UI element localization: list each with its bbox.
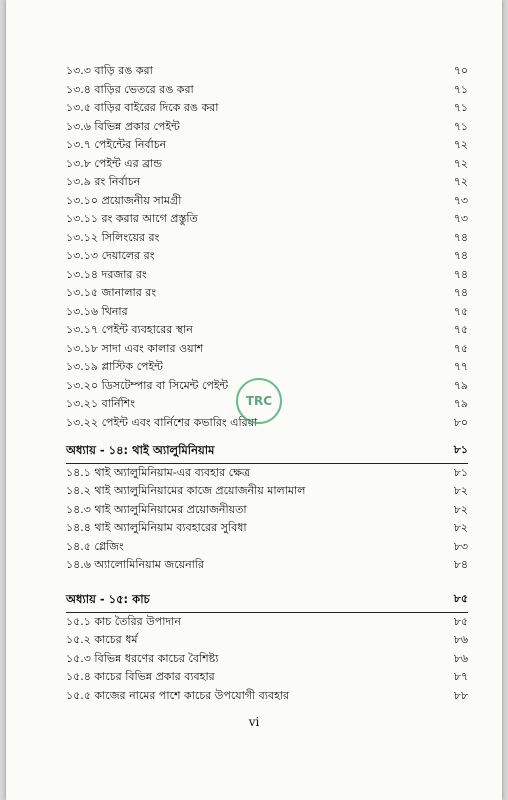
chapter-heading — [66, 590, 468, 609]
toc-entry-label: ১৩.১৭ পেইন্ট ব্যবহারের স্থান — [66, 323, 193, 336]
toc-entry-label: ১৩.৫ বাড়ির বাইরের দিকে রঙ করা — [66, 101, 219, 114]
toc-entry-page: ৮৬ — [453, 633, 468, 646]
toc-entry — [66, 99, 468, 118]
toc-entry-label: ১৩.৪ বাড়ির ভেতরে রঙ করা — [66, 82, 194, 96]
toc-entry-page: ৮৪ — [453, 558, 468, 571]
toc-entry — [66, 229, 468, 248]
toc-entry — [66, 81, 468, 100]
toc-entry-page: ৮২ — [453, 484, 468, 497]
toc-entry — [66, 266, 468, 285]
toc-entry-label: ১৫.৪ কাচের বিভিন্ন প্রকার ব্যবহার — [66, 670, 215, 683]
chapter-page: ৮৫ — [453, 592, 468, 605]
toc-entry-page: ৮৩ — [453, 539, 468, 553]
toc-entry-label: ১৩.৬ বিভিন্ন প্রকার পেইন্ট — [66, 119, 180, 133]
toc-entry-label: ১৩.২১ বার্নিশিং — [66, 397, 135, 410]
toc-section-14 — [66, 441, 468, 575]
toc-entry-page: ৭৯ — [453, 378, 468, 392]
toc-entry — [66, 303, 468, 322]
toc-entry-page: ৭১ — [453, 119, 468, 133]
toc-entry-page: ৮৬ — [453, 651, 468, 665]
toc-entry — [66, 62, 468, 81]
toc-entry-label: ১৪.৬ অ্যালোমিনিয়াম জয়েনারি — [66, 558, 205, 571]
toc-entry-page: ৭৪ — [453, 286, 468, 299]
toc-entry-label: ১৪.২ থাই অ্যালুমিনিয়ামের কাজে প্রয়োজনীয় মালামাল — [66, 484, 306, 497]
chapter-title: অধ্যায় - ১৪: থাই অ্যালুমিনিয়াম — [66, 443, 215, 457]
toc-section-15 — [66, 590, 468, 705]
toc-entry — [66, 321, 468, 340]
toc-entry-label: ১৩.৮ পেইন্ট এর ব্রান্ড — [66, 156, 162, 170]
toc-entry-page: ৮৫ — [453, 614, 468, 628]
toc-entry — [66, 210, 468, 229]
toc-entry-label: ১৩.১৬ থিনার — [66, 304, 128, 318]
toc-entry-label: ১৩.১৯ প্লাস্টিক পেইন্ট — [66, 360, 163, 373]
toc-entry — [66, 482, 468, 501]
book-page — [6, 0, 502, 800]
toc-entry — [66, 687, 468, 706]
toc-entry-page: ৭৪ — [453, 267, 468, 281]
toc-entry-page: ৭৫ — [453, 304, 468, 318]
toc-entry-page: ৮০ — [453, 415, 468, 429]
toc-entry — [66, 556, 468, 575]
toc-section-13 — [66, 62, 468, 432]
toc-entry — [66, 464, 468, 483]
toc-entry-label: ১৩.৩ বাড়ি রঙ করা — [66, 64, 153, 77]
page-number: vi — [248, 715, 260, 729]
toc-entry-label: ১৫.২ কাচের ধর্ম — [66, 633, 138, 646]
toc-entry-label: ১৩.১৮ সাদা এবং কালার ওয়াশ — [66, 341, 204, 355]
toc-entry — [66, 118, 468, 137]
toc-entry-label: ১৩.১২ সিলিংয়ের রং — [66, 230, 160, 244]
toc-entry — [66, 247, 468, 266]
toc-entry — [66, 501, 468, 520]
toc-entry — [66, 613, 468, 632]
toc-entry-label: ১৩.২২ পেইন্ট এবং বার্নিশের কভারিং এরিয়া — [66, 415, 258, 429]
toc-entry-page: ৮৭ — [453, 670, 468, 683]
toc-entry-label: ১৩.২০ ডিসটেম্পার বা সিমেন্ট পেইন্ট — [66, 378, 229, 392]
toc-entry-page: ৭১ — [453, 82, 468, 96]
toc-entry — [66, 173, 468, 192]
toc-entry-label: ১৩.১৫ জানালার রং — [66, 286, 157, 299]
toc-entry-label: ১৩.১০ প্রয়োজনীয় সামগ্রী — [66, 193, 182, 207]
toc-entry-page: ৭৩ — [453, 193, 468, 207]
toc-entry — [66, 631, 468, 650]
toc-entry-label: ১৫.৫ কাজের নামের পাশে কাচের উপযোগী ব্যবহার — [66, 688, 290, 702]
toc-entry-page: ৭৪ — [453, 230, 468, 244]
toc-entry — [66, 650, 468, 669]
toc-entry-label: ১৩.১১ রং করার আগে প্রস্তুতি — [66, 212, 198, 225]
toc-entry — [66, 358, 468, 377]
watermark-stamp: TRC — [236, 378, 282, 424]
toc-entry-page: ৭১ — [453, 101, 468, 114]
toc-entry-label: ১৪.৩ থাই অ্যালুমিনিয়ামের প্রয়োজনীয়তা — [66, 502, 247, 516]
toc-entry-label: ১৩.৭ পেইন্টের নির্বাচন — [66, 138, 167, 151]
toc-entry-label: ১৫.৩ বিভিন্ন ধরণের কাচের বৈশিষ্ট্য — [66, 651, 219, 665]
toc-entry — [66, 136, 468, 155]
toc-entry-label: ১৩.১৩ দেয়ালের রং — [66, 249, 155, 262]
toc-entry — [66, 538, 468, 557]
toc-entry-page: ৭২ — [453, 175, 468, 188]
toc-entry — [66, 155, 468, 174]
toc-entry-label: ১৪.৪ থাই অ্যালুমিনিয়াম ব্যবহারের সুবিধা — [66, 521, 247, 534]
toc-entry-page: ৮২ — [453, 521, 468, 534]
toc-entry-page: ৭৫ — [453, 323, 468, 336]
toc-entry — [66, 668, 468, 687]
chapter-title: অধ্যায় - ১৫: কাচ — [66, 592, 150, 606]
toc-entry-label: ১৪.১ থাই অ্যালুমিনিয়াম-এর ব্যবহার ক্ষেত্র — [66, 465, 251, 479]
toc-entry-page: ৭৩ — [453, 212, 468, 225]
chapter-page: ৮১ — [453, 443, 468, 456]
toc-entry — [66, 284, 468, 303]
chapter-heading — [66, 441, 468, 460]
toc-entry-page: ৭২ — [453, 138, 468, 151]
toc-entry-label: ১৪.৫ গ্লেজিং — [66, 539, 124, 553]
toc-entry-label: ১৫.১ কাচ তৈরির উপাদান — [66, 614, 181, 628]
toc-entry-page: ৮১ — [453, 465, 468, 479]
toc-entry-page: ৭৫ — [453, 341, 468, 355]
toc-entry-page: ৭৭ — [453, 360, 468, 373]
toc-entry-label: ১৩.৯ রং নির্বাচন — [66, 175, 141, 188]
toc-entry — [66, 192, 468, 211]
toc-entry-label: ১৩.১৪ দরজার রং — [66, 267, 147, 281]
toc-entry-page: ৭৯ — [453, 397, 468, 410]
toc-entry-page: ৮৮ — [453, 688, 468, 702]
toc-entry-page: ৭৪ — [453, 249, 468, 262]
toc-entry-page: ৭২ — [453, 156, 468, 170]
toc-entry — [66, 519, 468, 538]
toc-entry — [66, 340, 468, 359]
toc-entry-page: ৮২ — [453, 502, 468, 516]
toc-entry-page: ৭০ — [453, 64, 468, 77]
